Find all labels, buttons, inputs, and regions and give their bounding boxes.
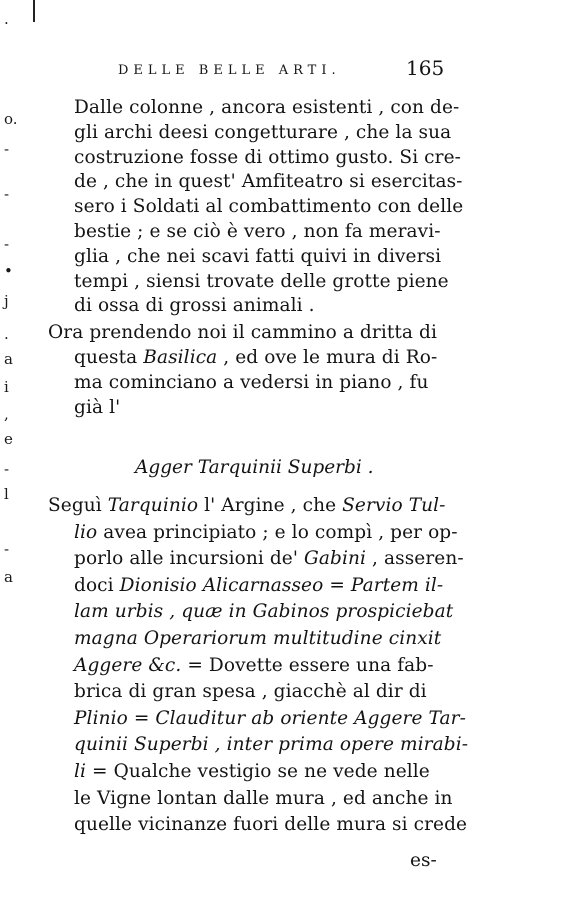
gutter-mark: , [4,405,9,423]
text-run: l' Argine , che [198,495,343,516]
text-run: = [127,707,156,729]
text-run: doci [74,574,120,596]
gutter-mark: - [4,235,10,253]
text-run: quelle vicinanze fuori delle mura si crede [74,814,468,836]
text-run: tempi , siensi trovate delle grotte piene [74,270,449,292]
text-line [74,786,453,811]
text-run: lam urbis , quæ in Gabinos prospiciebat [74,601,454,623]
gutter-mark: e [4,430,13,448]
text-run: glia , che nei scavi fatti quivi in diversi [74,245,442,267]
text-run: Ora prendendo noi il cammino a dritta di [48,322,437,344]
catchword: es- [410,850,437,871]
text-run: già l' [74,396,121,418]
text-run: de , che in quest' Amfiteatro si esercitas- [74,171,463,193]
text-line [74,520,458,545]
text-run: Plinio [74,707,128,729]
text-run: Servio Tul- [342,495,446,516]
text-run: , asseren- [366,548,464,570]
text-run: Partem il- [350,574,444,596]
text-line [74,679,427,704]
text-run: costruzione fosse di ottimo gusto. Si cre- [74,146,461,168]
text-run: magna Operariorum multitudine cinxit [74,628,442,649]
text-line [74,370,428,395]
text-run: questa [74,347,144,368]
text-run: gli archi deesi congetturare , che la sua [74,121,452,143]
text-run: brica di gran spesa , giacchè al dir di [74,681,427,703]
text-line [74,599,453,624]
gutter-mark: j [4,292,9,310]
text-line [48,320,437,345]
gutter-mark: . [4,325,9,343]
text-line [74,269,449,294]
text-run: Tarquinio [107,495,199,516]
text-run: Dionisio Alicarnasseo [119,574,324,596]
text-run: = [323,574,351,596]
text-line [74,759,430,784]
text-line [74,244,441,269]
facing-page-gutter [0,0,24,900]
gutter-mark: - [4,185,10,203]
gutter-mark: i [4,378,9,396]
text-line [74,653,434,678]
text-line [74,573,443,598]
gutter-rule [33,0,35,22]
text-run: Clauditur ab oriente Aggere Tar- [155,707,466,729]
text-run: Seguì [48,495,108,516]
gutter-mark: - [4,460,10,478]
text-run: di ossa di grossi animali . [74,295,315,317]
text-run: Dalle colonne , ancora esistenti , con de- [74,97,460,118]
text-line [74,293,315,318]
text-line [74,194,463,219]
text-run: porlo alle incursioni de' [74,548,305,570]
gutter-mark: - [4,140,10,158]
text-line [74,812,467,837]
text-line [74,546,464,571]
text-line [74,626,441,651]
text-line [74,732,468,757]
text-run: Gabini [304,548,367,570]
text-run: Basilica [143,347,218,368]
page-number: 165 [406,56,445,80]
text-line [74,120,451,145]
text-run: = Qualche vestigio se ne vede nelle [86,761,430,782]
text-run: bestie ; e se ciò è vero , non fa meravi- [74,221,441,242]
gutter-mark: . [4,10,9,28]
text-run: , ed ove le mura di Ro- [217,347,438,368]
gutter-mark: • [4,262,13,280]
text-run: lio [74,521,98,543]
text-run: quinii Superbi , inter prima opere mirabi- [74,734,469,756]
text-run: = Dovette essere una fab- [181,654,434,676]
text-line [74,345,437,370]
text-line [74,219,441,244]
gutter-mark: l [4,485,9,503]
gutter-mark: a [4,350,13,368]
text-run: li [74,761,87,782]
text-line [74,395,120,420]
running-head: DELLE BELLE ARTI. [118,63,341,78]
text-run: Aggere &c. [74,654,182,676]
text-run: ma cominciano a vedersi in piano , fu [74,371,429,393]
text-run: le Vigne lontan dalle mura , ed anche in [74,787,453,809]
text-line [74,95,459,120]
gutter-mark: o. [4,110,18,128]
text-run: sero i Soldati al combattimento con delle [74,196,464,218]
text-line [74,145,461,170]
section-heading: Agger Tarquinii Superbi . [135,457,374,478]
text-line [48,493,446,518]
text-run: avea principiato ; e lo compì , per op- [97,521,458,543]
gutter-mark: - [4,540,10,558]
gutter-mark: a [4,568,13,586]
text-line [74,706,466,731]
text-line [74,169,463,194]
